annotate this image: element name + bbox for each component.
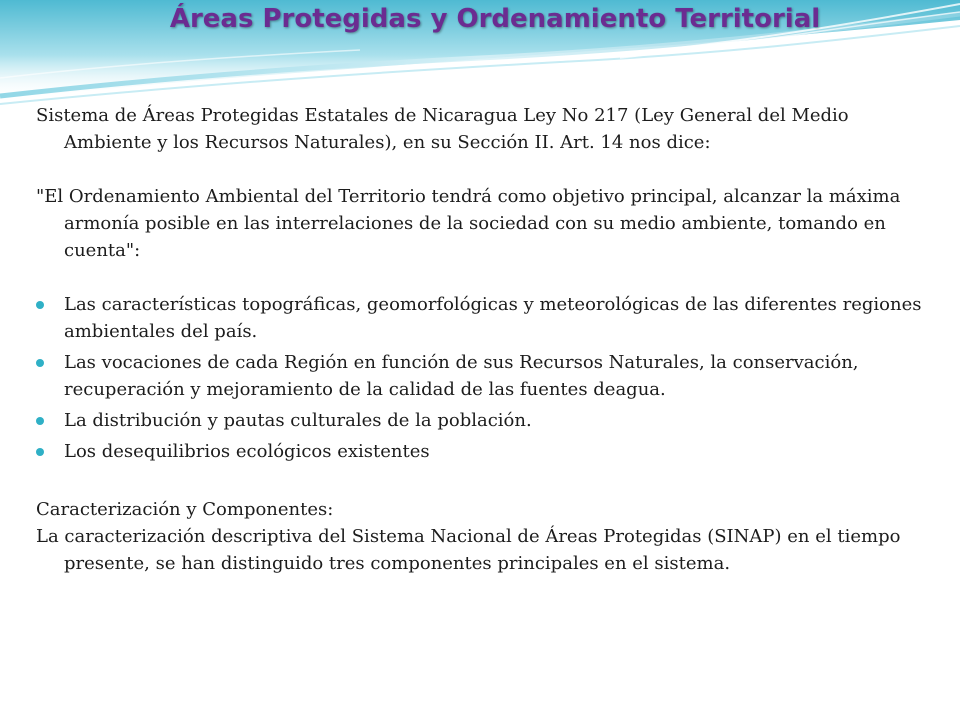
bullet-icon [36, 448, 44, 456]
list-item [36, 349, 936, 403]
list-item-text: Las características topográficas, geomorfológicas y meteorológicas de las diferentes regiones ambientales del país. [64, 294, 922, 342]
section-heading: Caracterización y Componentes: [36, 499, 334, 520]
slide-title: Áreas Protegidas y Ordenamiento Territorial [169, 4, 821, 34]
closing-paragraph: La caracterización descriptiva del Sistema Nacional de Áreas Protegidas (SINAP) en el tiempo presente, se han distinguido tres componentes principales en el sistema. [36, 526, 901, 574]
bullet-icon [36, 417, 44, 425]
bullet-icon [36, 301, 44, 309]
slide-body [36, 102, 936, 577]
quote-paragraph: "El Ordenamiento Ambiental del Territorio tendrá como objetivo principal, alcanzar la máxima armonía posible en las interrelaciones de la sociedad con su medio ambiente, tomando en cuenta": [36, 186, 901, 261]
list-item [36, 407, 936, 434]
list-item [36, 291, 936, 345]
list-item-text: Los desequilibrios ecológicos existentes [64, 441, 430, 462]
intro-paragraph: Sistema de Áreas Protegidas Estatales de Nicaragua Ley No 217 (Ley General del Medio Ambiente y los Recursos Naturales), en su Sección II. Art. 14 nos dice: [36, 105, 849, 153]
bullet-icon [36, 359, 44, 367]
bullet-list [36, 291, 936, 465]
list-item-text: La distribución y pautas culturales de la población. [64, 410, 532, 431]
list-item-text: Las vocaciones de cada Región en función de sus Recursos Naturales, la conservación, recuperación y mejoramiento de la calidad de las fuentes deagua. [64, 352, 859, 400]
list-item [36, 438, 936, 465]
